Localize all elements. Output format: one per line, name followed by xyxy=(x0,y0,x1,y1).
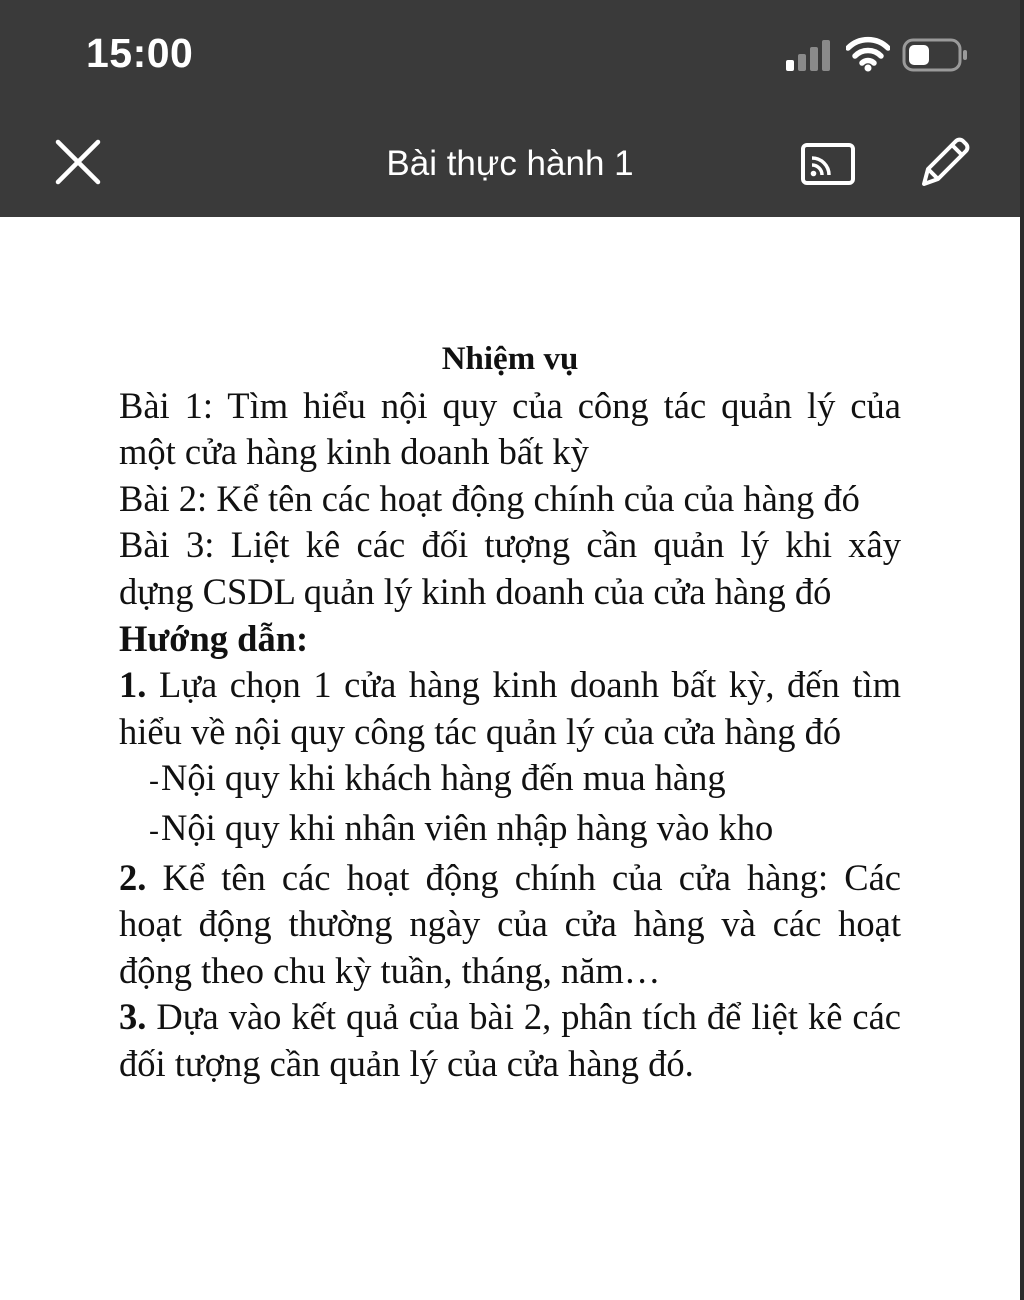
document-title: Bài thực hành 1 xyxy=(386,144,634,183)
cellular-signal-icon xyxy=(786,40,834,72)
step-text: Dựa vào kết quả của bài 2, phân tích để liệt kê các đối tượng cần quản lý của cửa hàng đó. xyxy=(119,996,901,1084)
guide-step xyxy=(119,662,901,755)
task-item: Bài 3: Liệt kê các đối tượng cần quản lý khi xây dựng CSDL quản lý kinh doanh của cửa hàng đó xyxy=(119,524,901,612)
guide-step xyxy=(119,855,901,995)
bullet-item xyxy=(119,805,901,855)
step-number: 2. xyxy=(119,856,147,898)
guide-heading: Hướng dẫn: xyxy=(119,617,309,659)
document-page xyxy=(119,336,901,1088)
cast-button[interactable] xyxy=(798,140,858,188)
top-bar xyxy=(0,0,1020,217)
step-text: Lựa chọn 1 cửa hàng kinh doanh bất kỳ, đến tìm hiểu về nội quy công tác quản lý của cửa hàng đó xyxy=(119,664,901,752)
wifi-icon xyxy=(846,36,890,72)
bullet-marker: - xyxy=(149,813,159,847)
edit-button[interactable] xyxy=(912,134,972,194)
task-item: Bài 2: Kể tên các hoạt động chính của của hàng đó xyxy=(119,477,860,519)
cast-icon xyxy=(803,145,853,183)
task-item: Bài 1: Tìm hiểu nội quy của công tác quản lý của một cửa hàng kinh doanh bất kỳ xyxy=(119,384,901,473)
bullet-text: Nội quy khi khách hàng đến mua hàng xyxy=(161,757,726,799)
step-text: Kể tên các hoạt động chính của cửa hàng: Các hoạt động thường ngày của cửa hàng và các hoạt động theo chu kỳ tuần, tháng, năm… xyxy=(119,856,901,991)
bullet-marker: - xyxy=(149,764,159,798)
bullet-text: Nội quy khi nhân viên nhập hàng vào kho xyxy=(161,806,774,848)
edit-pencil-icon xyxy=(924,140,967,184)
task-heading: Nhiệm vụ xyxy=(441,341,579,377)
battery-icon xyxy=(902,38,970,74)
step-number: 1. xyxy=(119,664,147,706)
bullet-item xyxy=(119,755,901,805)
screen-edge xyxy=(1020,0,1024,1300)
status-time: 15:00 xyxy=(86,30,194,76)
guide-step xyxy=(119,994,901,1087)
step-number: 3. xyxy=(119,996,147,1038)
